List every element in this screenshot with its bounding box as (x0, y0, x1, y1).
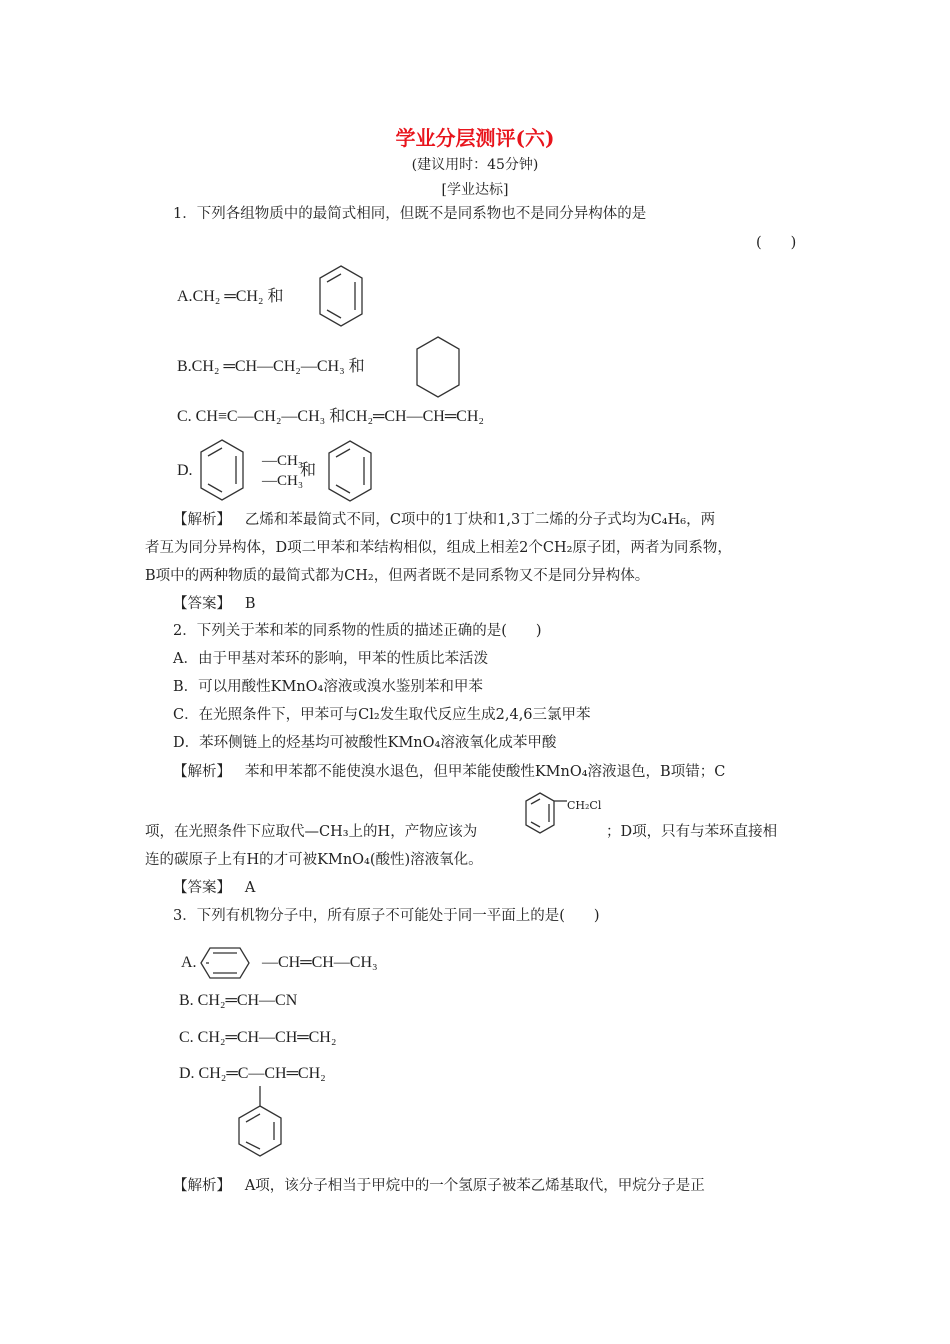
q3-stem: 3．下列有机物分子中，所有原子不可能处于同一平面上的是( ) (173, 908, 600, 924)
o-xylene-ring-icon (200, 440, 266, 500)
q1-c-formula: CH≡C—CH₂—CH₃ (195, 408, 326, 425)
q3-a-formula: —CH═CH—CH₃ (262, 954, 378, 971)
q3-a-benzene-ring-icon (201, 947, 261, 979)
q1-stem: 1．下列各组物质中的最简式相同，但既不是同系物也不是同分异构体的是 (173, 206, 647, 222)
q1-option-a (177, 286, 284, 308)
suggested-time: (建议用时：45分钟) (411, 157, 539, 173)
q2-stem: 2．下列关于苯和苯的同系物的性质的描述正确的是( ) (173, 623, 542, 639)
q2-analysis-text-1: 苯和甲苯都不能使溴水退色，但甲苯能使酸性KMnO₄溶液退色，B项错；C (244, 764, 726, 780)
q1-b-formula: CH₂ ═CH—CH₂—CH₃ (191, 358, 345, 375)
q3-analysis-line-1 (173, 1176, 705, 1196)
q1-a-and: 和 (267, 288, 284, 305)
q3-analysis-text-1: A项，该分子相当于甲烷中的一个氢原子被苯乙烯基取代，甲烷分子是正 (244, 1178, 705, 1194)
q1-d-and: 和 (300, 462, 317, 479)
q1-d-methyl-bottom: —CH₃ (262, 473, 304, 489)
q1-a-label: A. (177, 288, 193, 305)
q1-answer-paren: ( ) (756, 235, 797, 251)
q1-answer-tag: 【答案】 (173, 596, 231, 612)
benzyl-chloride-ring-icon (525, 793, 555, 833)
q2-analysis-line-2b: ；D项，只有与苯环直接相 (606, 824, 778, 840)
q2-analysis-line-3: 连的碳原子上有H的才可被KMnO₄(酸性)溶液氧化。 (145, 852, 483, 868)
q3-option-b: B. CH₂═CH—CN (179, 992, 298, 1009)
q1-answer (173, 594, 255, 614)
q1-option-c (177, 406, 484, 428)
page-title: 学业分层测评(六) (395, 126, 555, 150)
q1-answer-value: B (244, 596, 256, 612)
q3-a-label: A. (181, 954, 197, 971)
q3-option-c: C. CH₂═CH—CH═CH₂ (179, 1029, 337, 1046)
q1-b-label: B. (177, 358, 192, 375)
q2-analysis-line-1 (173, 762, 725, 782)
q2-option-d: D．苯环侧链上的烃基均可被酸性KMnO₄溶液氧化成苯甲酸 (173, 735, 557, 751)
q1-option-b (177, 356, 365, 378)
q3-d-phenyl-ring-icon (238, 1086, 282, 1168)
q1-c-and: 和 (329, 408, 346, 425)
q2-option-c: C．在光照条件下，甲苯可与Cl₂发生取代反应生成2,4,6三氯甲苯 (173, 707, 591, 723)
q1-c-label: C. (177, 408, 192, 425)
q2-answer (173, 878, 255, 898)
q2-analysis-line-2a: 项，在光照条件下应取代—CH₃上的H，产物应该为 (145, 824, 478, 840)
q2-option-a: A．由于甲基对苯环的影响，甲苯的性质比苯活泼 (173, 651, 488, 667)
cyclohexane-ring-icon (416, 337, 460, 397)
q2-option-b: B．可以用酸性KMnO₄溶液或溴水鉴别苯和甲苯 (173, 679, 483, 695)
q2-answer-tag: 【答案】 (173, 880, 231, 896)
q1-a-formula: CH₂ ═CH₂ (192, 288, 264, 305)
q1-analysis-line-1 (173, 510, 715, 530)
q2-analysis-tag: 【解析】 (173, 764, 231, 780)
q1-d-label: D. (177, 462, 193, 479)
q1-analysis-line-3: B项中的两种物质的最简式都为CH₂，但两者既不是同系物又不是同分异构体。 (145, 568, 650, 584)
q2-ch2cl-label: CH₂Cl (567, 799, 602, 812)
q2-answer-value: A (244, 880, 256, 896)
q3-analysis-tag: 【解析】 (173, 1178, 231, 1194)
q1-analysis-line-2: 者互为同分异构体，D项二甲苯和苯结构相似，组成上相差2个CH₂原子团，两者为同系物， (145, 540, 732, 556)
benzene-ring-icon (319, 266, 363, 326)
q3-option-d: D. CH₂═C—CH═CH₂ (179, 1065, 326, 1082)
q1-analysis-text-1: 乙烯和苯最简式不同，C项中的1丁炔和1,3丁二烯的分子式均为C₄H₆，两 (244, 512, 716, 528)
benzene-ring-icon-2 (328, 441, 372, 501)
q1-analysis-tag: 【解析】 (173, 512, 231, 528)
q1-b-and: 和 (348, 358, 365, 375)
q1-c-formula2: CH₂═CH—CH═CH₂ (345, 408, 484, 425)
q1-d-methyl-top: —CH₃ (262, 453, 304, 469)
section-heading: [学业达标] (441, 182, 509, 198)
